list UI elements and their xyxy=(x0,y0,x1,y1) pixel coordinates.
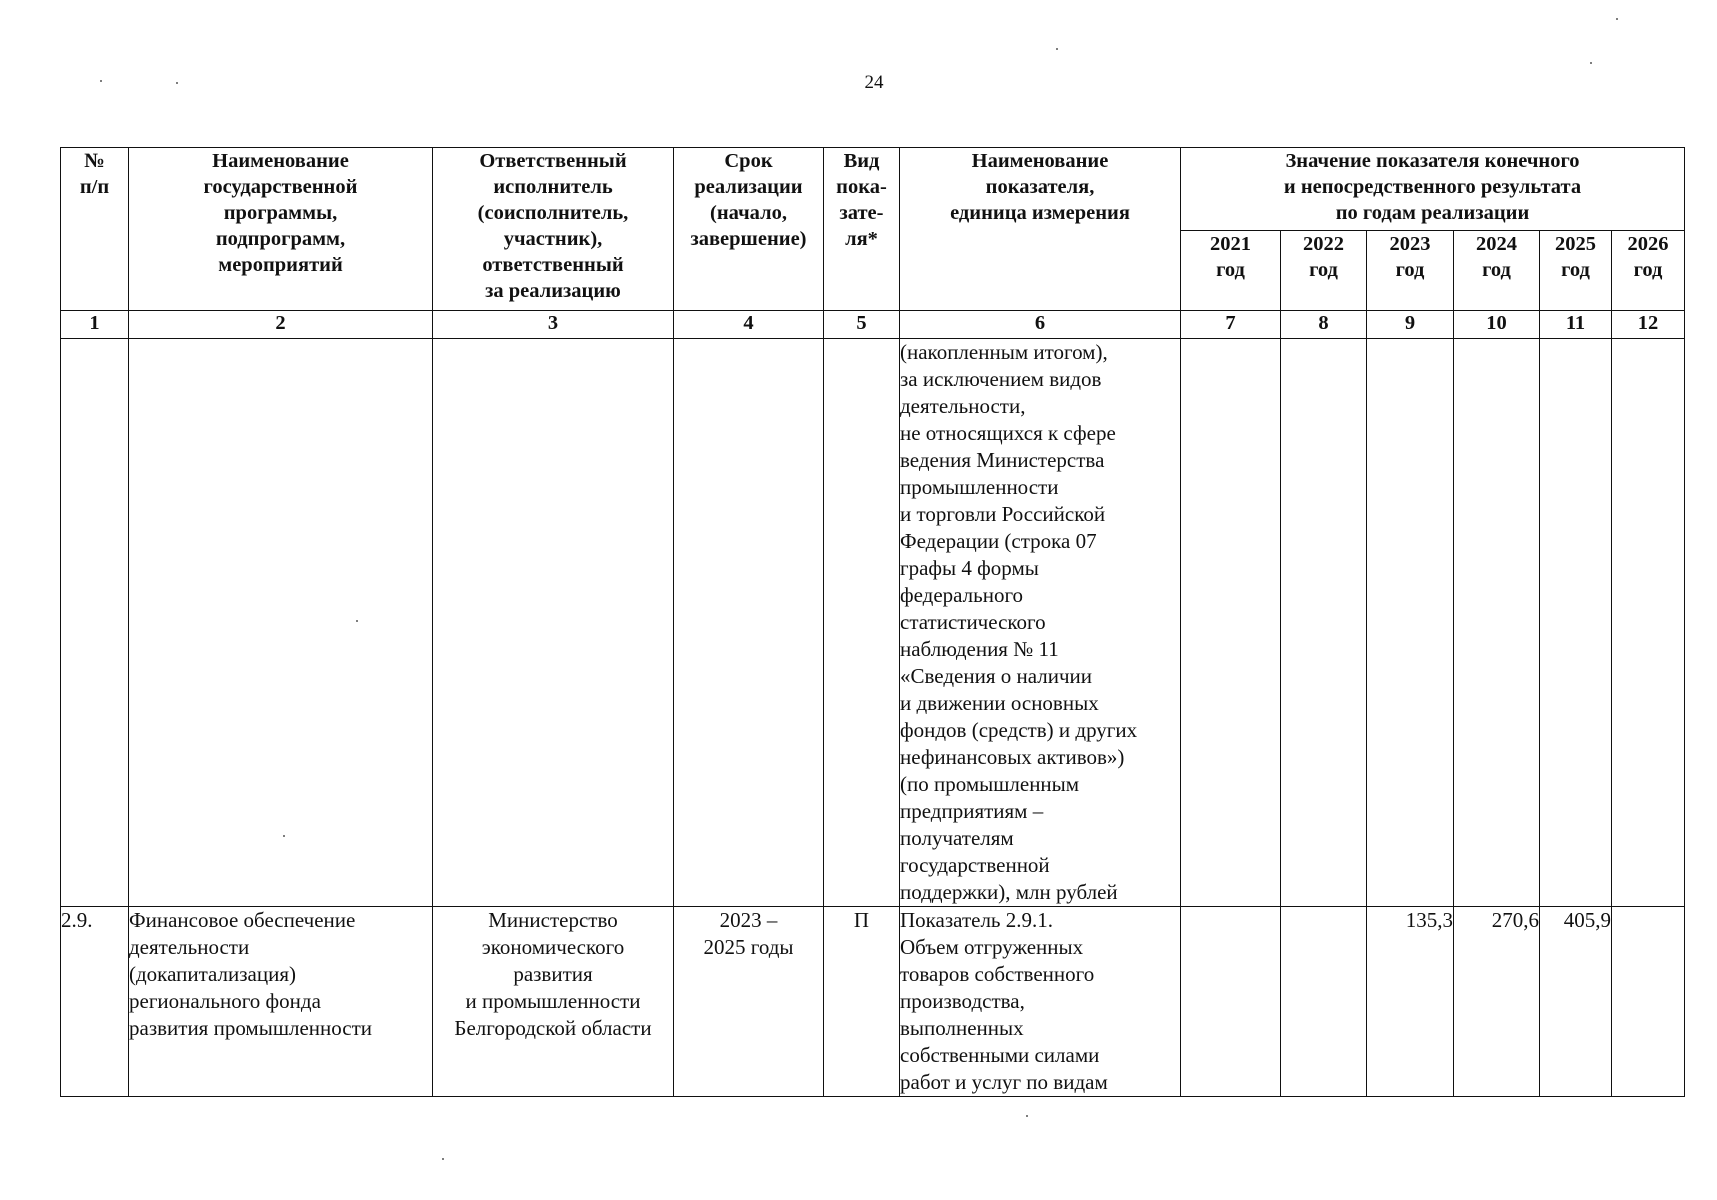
column-number: 1 xyxy=(61,311,129,339)
program-name xyxy=(129,339,433,907)
executor: Министерство экономического развития и промышленности Белгородской области xyxy=(433,907,674,1097)
scan-speck xyxy=(1026,1115,1028,1117)
page-number: 24 xyxy=(864,72,884,93)
indicator-name: Показатель 2.9.1. Объем отгруженных товаров собственного производства, выполненных собственными силами работ и услуг по видам xyxy=(900,907,1181,1097)
program-name: Финансовое обеспечение деятельности (докапитализация) регионального фонда развития промышленности xyxy=(129,907,433,1097)
scan-speck xyxy=(100,80,102,82)
indicator-name: (накопленным итогом), за исключением видов деятельности, не относящихся к сфере ведения Министерства промышленности и торговли Российской Федерации (строка 07 графы 4 формы федерального статистического наблюдения № 11 «Сведения о наличии и движении основных фондов (средств) и других нефинансовых активов») (по промышленным предприятиям – получателям государственной поддержки), млн рублей xyxy=(900,339,1181,907)
header-year-2021: 2021 год xyxy=(1181,231,1281,311)
header-number: № п/п xyxy=(61,148,129,311)
scan-speck xyxy=(356,620,358,622)
value-2023 xyxy=(1367,339,1454,907)
column-number: 9 xyxy=(1367,311,1454,339)
indicator-type: П xyxy=(824,907,900,1097)
header-program-name: Наименование государственной программы, подпрограмм, мероприятий xyxy=(129,148,433,311)
column-number: 2 xyxy=(129,311,433,339)
value-2024 xyxy=(1454,339,1540,907)
header-year-2026: 2026 год xyxy=(1612,231,1685,311)
column-number: 7 xyxy=(1181,311,1281,339)
header-year-2023: 2023 год xyxy=(1367,231,1454,311)
row-number xyxy=(61,339,129,907)
value-2022 xyxy=(1281,339,1367,907)
period xyxy=(674,339,824,907)
column-number: 6 xyxy=(900,311,1181,339)
scan-speck xyxy=(1590,62,1592,64)
column-number: 8 xyxy=(1281,311,1367,339)
header-indicator-name: Наименование показателя, единица измерения xyxy=(900,148,1181,311)
value-2025: 405,9 xyxy=(1540,907,1612,1097)
scan-speck xyxy=(1616,18,1618,20)
header-year-2025: 2025 год xyxy=(1540,231,1612,311)
value-2023: 135,3 xyxy=(1367,907,1454,1097)
header-indicator-type: Вид пока- зате- ля* xyxy=(824,148,900,311)
header-executor: Ответственный исполнитель (соисполнитель, участник), ответственный за реализацию xyxy=(433,148,674,311)
header-period: Срок реализации (начало, завершение) xyxy=(674,148,824,311)
column-number: 3 xyxy=(433,311,674,339)
executor xyxy=(433,339,674,907)
scan-speck xyxy=(283,835,285,837)
column-number: 4 xyxy=(674,311,824,339)
table-row xyxy=(61,339,1685,907)
value-2021 xyxy=(1181,339,1281,907)
indicator-type xyxy=(824,339,900,907)
scan-speck xyxy=(1056,48,1058,50)
header-values-group: Значение показателя конечного и непосредственного результата по годам реализации xyxy=(1181,148,1685,231)
value-2024: 270,6 xyxy=(1454,907,1540,1097)
value-2021 xyxy=(1181,907,1281,1097)
value-2022 xyxy=(1281,907,1367,1097)
row-number: 2.9. xyxy=(61,907,129,1097)
value-2026 xyxy=(1612,907,1685,1097)
program-indicators-table xyxy=(60,147,1685,1097)
scan-speck xyxy=(176,82,178,84)
period: 2023 – 2025 годы xyxy=(674,907,824,1097)
table-row xyxy=(61,907,1685,1097)
column-number: 12 xyxy=(1612,311,1685,339)
header-year-2022: 2022 год xyxy=(1281,231,1367,311)
value-2025 xyxy=(1540,339,1612,907)
header-year-2024: 2024 год xyxy=(1454,231,1540,311)
scan-speck xyxy=(442,1158,444,1160)
value-2026 xyxy=(1612,339,1685,907)
column-number-row xyxy=(61,311,1685,339)
column-number: 5 xyxy=(824,311,900,339)
column-number: 10 xyxy=(1454,311,1540,339)
column-number: 11 xyxy=(1540,311,1612,339)
